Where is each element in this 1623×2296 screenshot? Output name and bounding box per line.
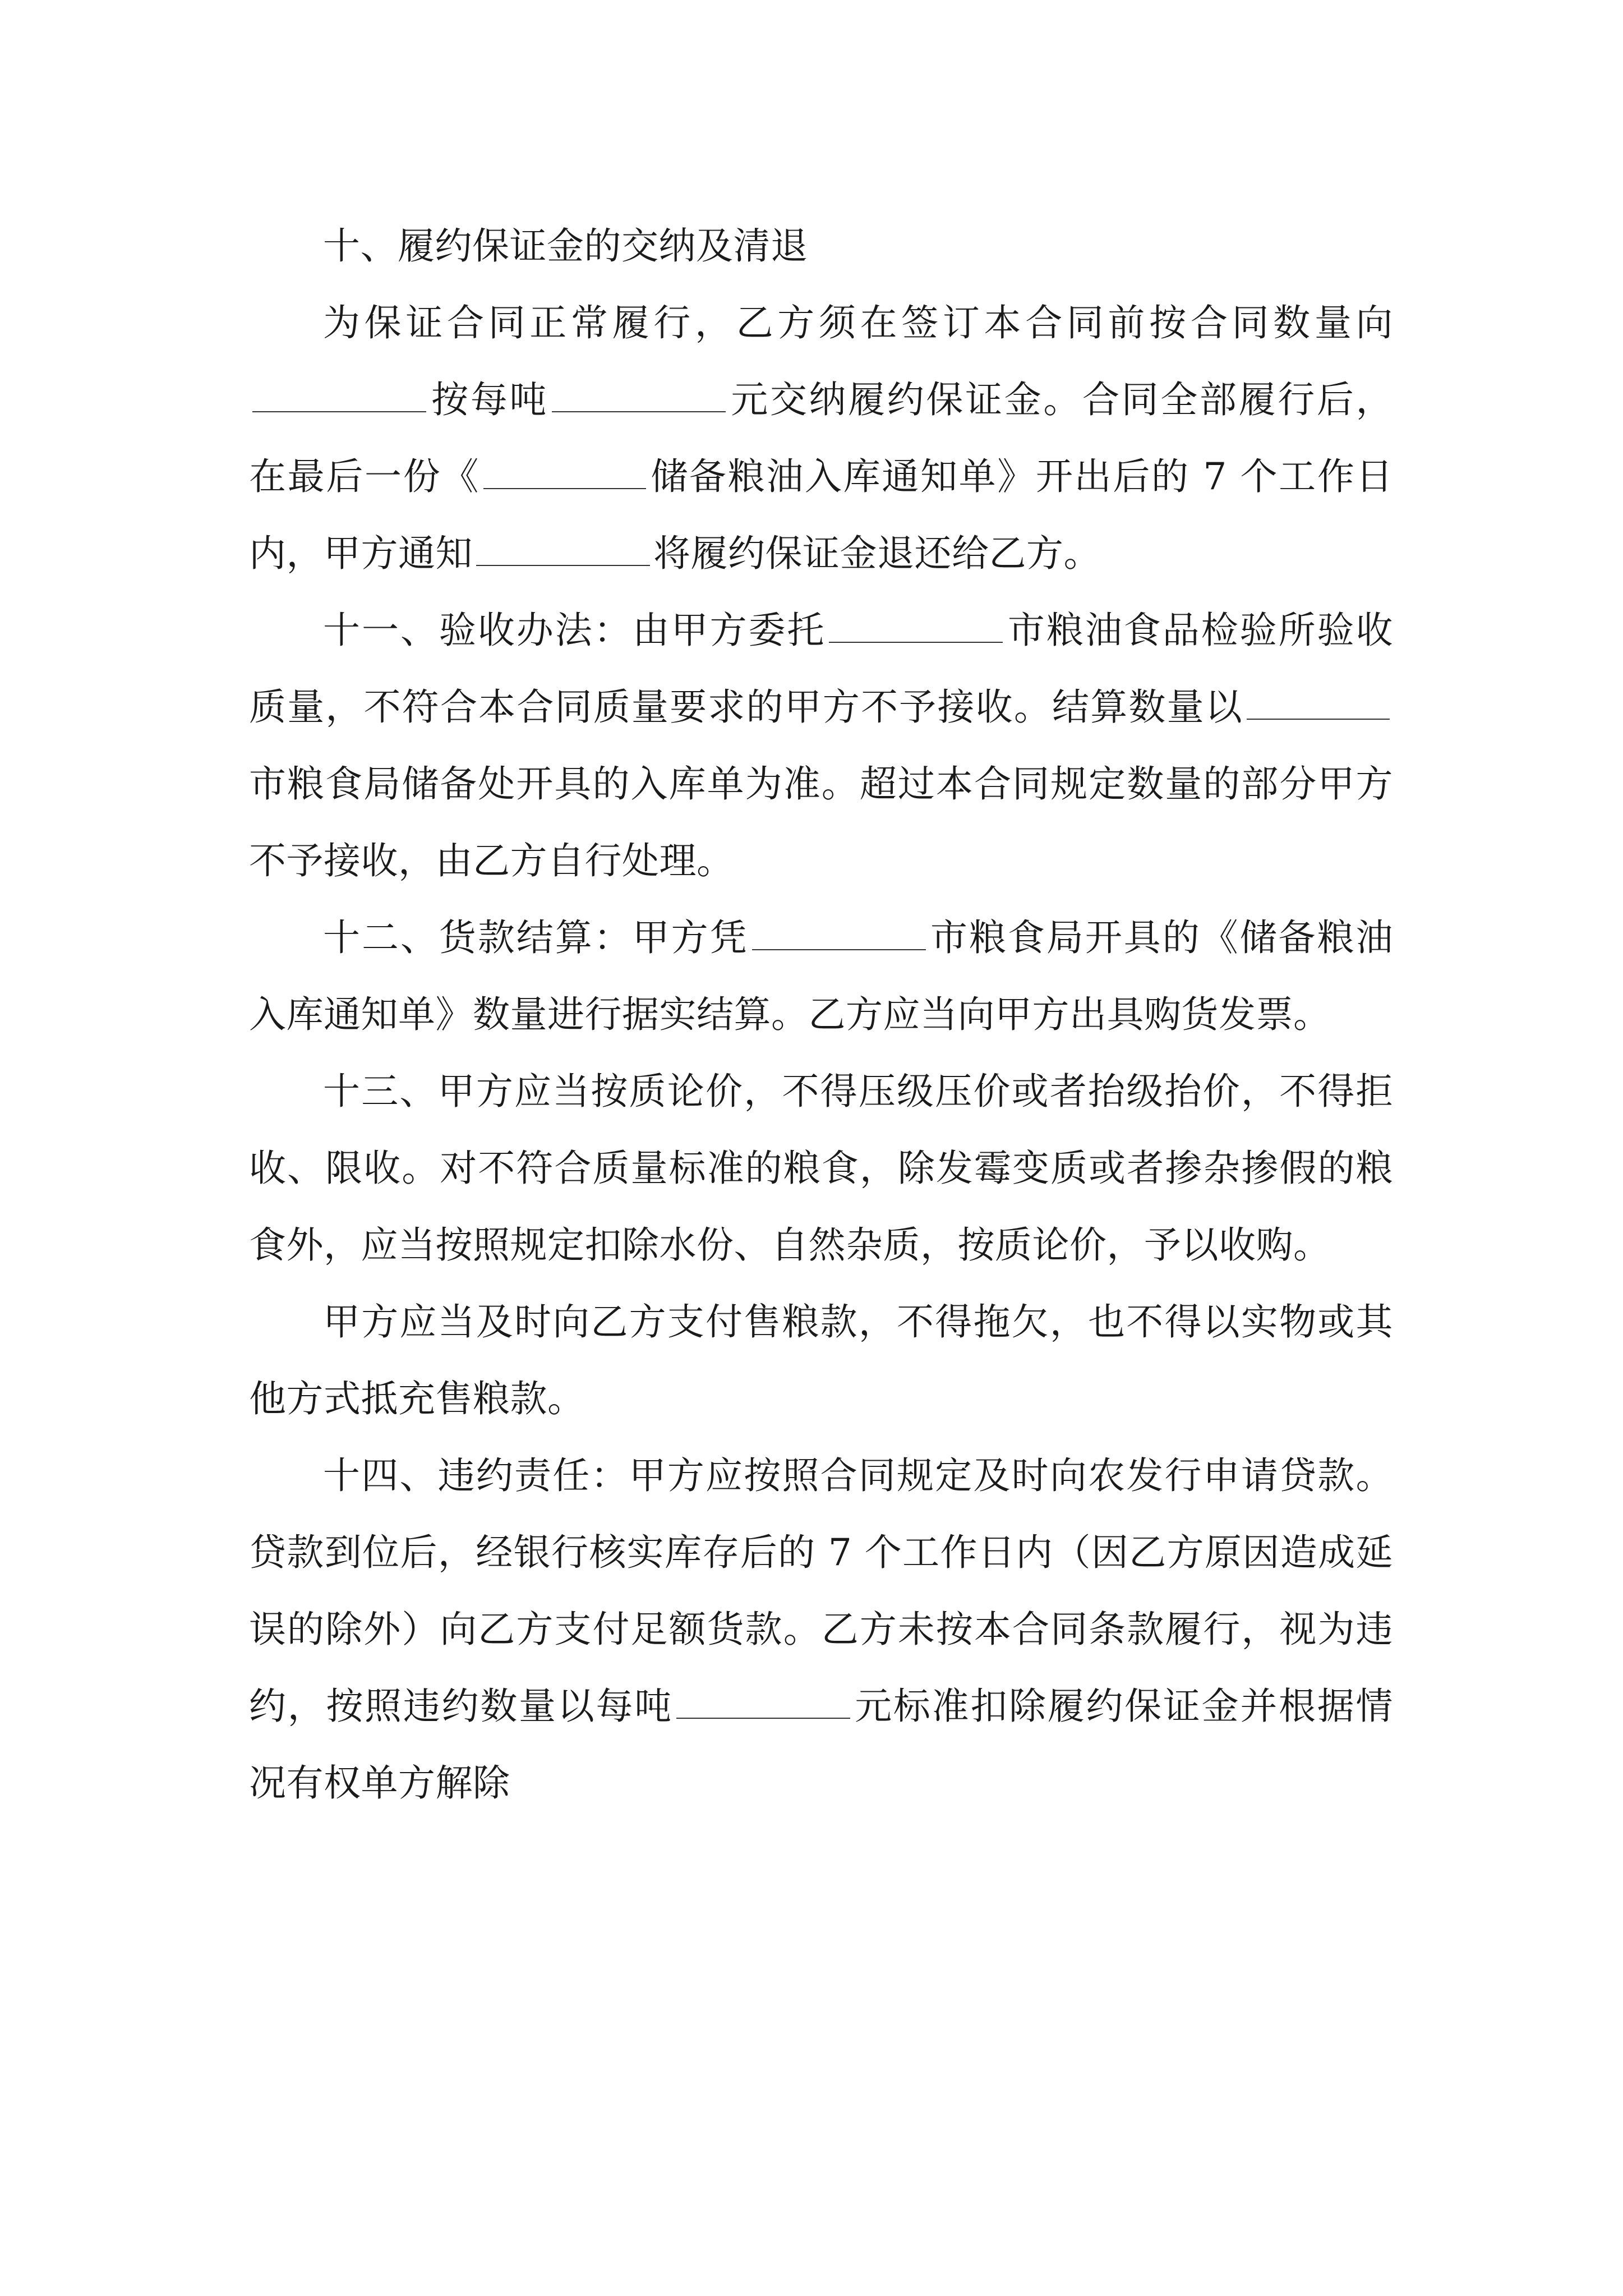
section-13: [249, 1053, 1393, 1283]
section-10-body: [249, 284, 1393, 592]
section-10-title: [249, 208, 1393, 284]
text-segment: 储备粮油入库通知单》开出后的 7 个工作日内，甲方通知: [249, 455, 1394, 575]
text-segment: 十四、违约责任：甲方应按照合同规定及时向农发行申请贷款。贷款到位后，经银行核实库存后的 7 个工作日内（因乙方原因造成延误的除外）向乙方支付足额货款。乙方未按本合同条款履行，视为违约，按照违约数量以每吨: [249, 1454, 1393, 1728]
text-segment: 十二、货款结算：甲方凭: [323, 916, 749, 959]
text-segment: 元标准扣除履约保证金并根据情况有权单方解除: [249, 1685, 1394, 1805]
text-segment: 按每吨: [430, 378, 549, 421]
text-segment: 将履约保证金退还给乙方。: [653, 532, 1101, 575]
text-segment: 市粮食局开具的《储备粮油入库通知单》数量进行据实结算。乙方应当向甲方出具购货发票。: [249, 916, 1394, 1036]
text-segment: 十三、甲方应当按质论价，不得压级压价或者抬级抬价，不得拒收、限收。对不符合质量标准的粮食，除发霉变质或者掺杂掺假的粮食外，应当按照规定扣除水份、自然杂质，按质论价，予以收购。: [249, 1070, 1393, 1267]
text-segment: 市粮食局储备处开具的入库单为准。超过本合同规定数量的部分甲方不予接收，由乙方自行处理。: [249, 762, 1393, 882]
text-segment: 甲方应当及时向乙方支付售粮款，不得拖欠，也不得以实物或其他方式抵充售粮款。: [249, 1300, 1393, 1420]
section-13-payment: [249, 1283, 1393, 1437]
fill-in-blank[interactable]: [476, 528, 650, 566]
fill-in-blank[interactable]: [552, 374, 726, 412]
text-segment: 十一、验收办法：由甲方委托: [323, 609, 826, 652]
fill-in-blank[interactable]: [483, 451, 646, 489]
section-14: [249, 1437, 1393, 1821]
document-body: [249, 208, 1393, 1821]
text-segment: 市粮油食品检验所验收质量，不符合本合同质量要求的甲方不予接收。结算数量以: [249, 609, 1394, 729]
fill-in-blank[interactable]: [1247, 682, 1390, 720]
fill-in-blank[interactable]: [829, 605, 1003, 643]
text-segment: 为保证合同正常履行，乙方须在签订本合同前按合同数量向: [323, 301, 1393, 344]
fill-in-blank[interactable]: [252, 374, 426, 412]
text-segment: 十、履约保证金的交纳及清退: [323, 224, 808, 268]
fill-in-blank[interactable]: [676, 1681, 850, 1719]
section-11: [249, 592, 1393, 899]
section-12: [249, 899, 1393, 1053]
text-segment: 元交纳履约保证金。合同全部履行后，在最后一份《: [249, 378, 1394, 498]
fill-in-blank[interactable]: [752, 912, 926, 950]
